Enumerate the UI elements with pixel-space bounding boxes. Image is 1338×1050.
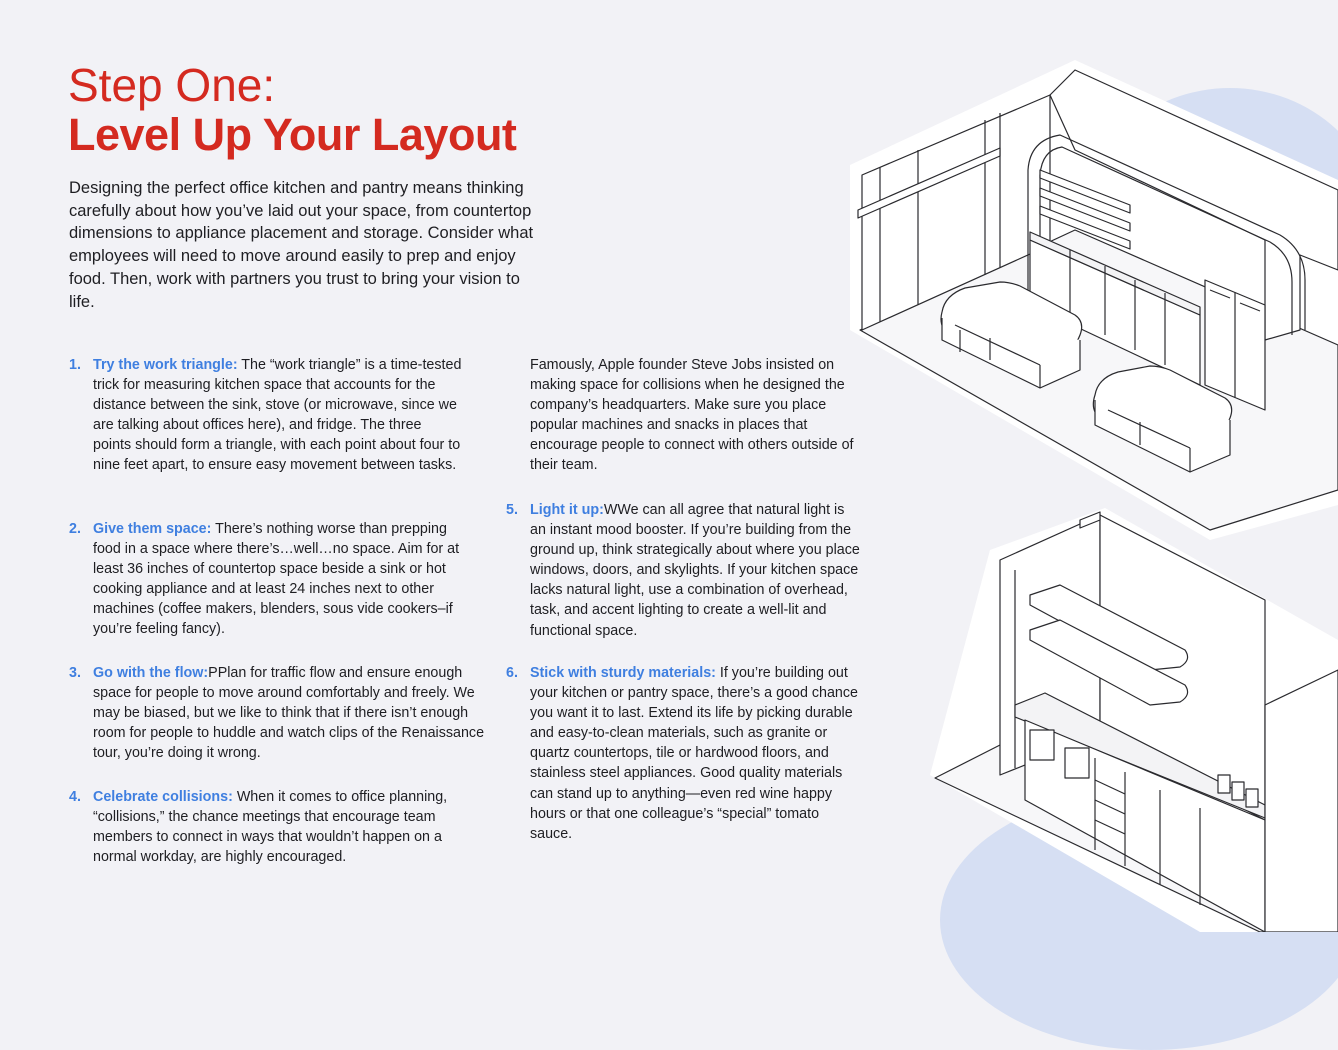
intro-paragraph: Designing the perfect office kitchen and pantry means thinking carefully about how you’ve laid out your space, from countertop dimensions to appliance placement and storage. Consider what employees will need to move around easily to prep and enjoy food. Then, work with partners you trust to bring your vision to life.: [69, 179, 534, 311]
item-number: 3.: [69, 665, 81, 681]
item-number: 2.: [69, 521, 81, 537]
item-text: The “work triangle” is a time-tested trick for measuring kitchen space that accounts for the distance between the sink, stove (or microwave, since we are talking about offices here), and fridge. The three points should form a triangle, with each point about four to nine feet apart, to ensure easy movement between tasks.: [93, 357, 462, 474]
item-heading: Light it up:: [530, 502, 604, 518]
page-title: Level Up Your Layout: [68, 109, 517, 160]
item-heading: Try the work triangle:: [93, 357, 238, 373]
item-text: WWe can all agree that natural light is an instant mood booster. If you’re building from the ground up, think strategically about where you place windows, doors, and skylights. If your kitchen space lacks natural light, use a combination of overhead, task, and accent lighting to create a well-lit and functional space.: [530, 502, 860, 639]
item-text: PPlan for traffic flow and ensure enough space for people to move around comfortably and freely. We may be biased, but we like to think that if there isn’t enough room for people to huddle and watch clips of the Renaissance tour, you’re doing it wrong.: [93, 665, 485, 762]
item-heading: Celebrate collisions:: [93, 789, 233, 805]
item-4-continued: Famously, Apple founder Steve Jobs insisted on making space for collisions when he designed the company’s headquarters. Make sure you place popular machines and snacks in places that encourage people to connect with others outside of their team.: [530, 357, 854, 474]
item-number: 1.: [69, 357, 81, 373]
item-number: 4.: [69, 789, 81, 805]
item-text: If you’re building out your kitchen or pantry space, there’s a good chance you want it to last. Extend its life by picking durable and easy-to-clean materials, such as granite or quartz countertops, tile or hardwood floors, and stainless steel appliances. Good quality materials can stand up to anything—even red wine happy hours or that one colleague’s “special” tomato sauce.: [530, 665, 858, 842]
item-number: 6.: [506, 665, 518, 681]
item-number: 5.: [506, 502, 518, 518]
isometric-pantry-illustration: [930, 508, 1338, 932]
item-heading: Go with the flow:: [93, 665, 209, 681]
item-heading: Give them space:: [93, 521, 212, 537]
step-label: Step One:: [68, 59, 276, 111]
item-heading: Stick with sturdy materials:: [530, 665, 716, 681]
item-text: There’s nothing worse than prepping food in a space where there’s…well…no space. Aim for at least 36 inches of countertop space beside a sink or hot cooking appliance and at least 24 inches next to other machines (coffee makers, blenders, sous vide cookers–if you’re feeling fancy).: [93, 521, 460, 638]
item-text: When it comes to office planning, “collisions,” the chance meetings that encourage team members to connect in ways that wouldn’t happen on a normal workday, are highly encouraged.: [93, 789, 448, 866]
